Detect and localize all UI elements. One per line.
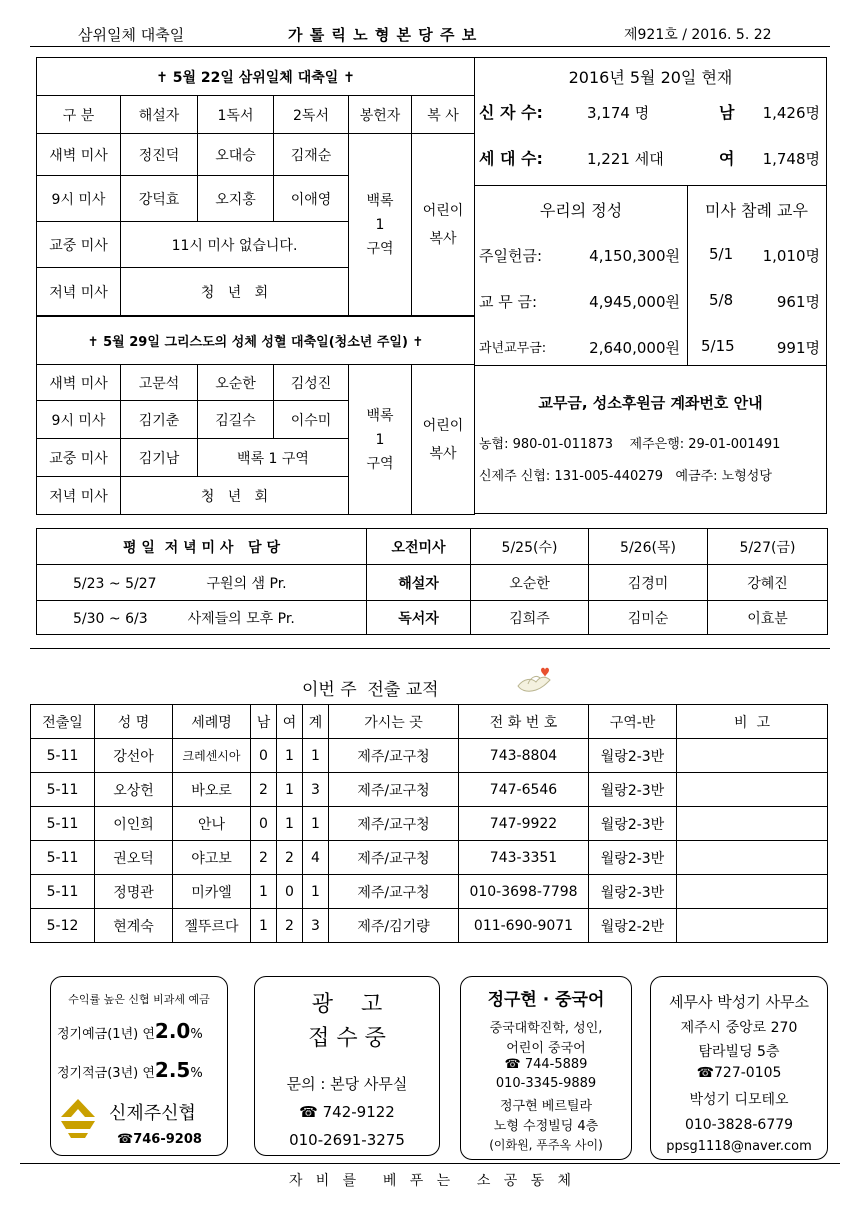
male-label: 남 xyxy=(719,103,735,122)
weekday-dates: 5/23 ~ 5/27 xyxy=(73,575,157,592)
col-header: 남 xyxy=(251,705,277,739)
reader-1: 오순한 xyxy=(198,365,274,401)
transfer-date: 5-11 xyxy=(31,875,95,909)
district: 월랑2-3반 xyxy=(589,807,677,841)
offering-text: 백록 xyxy=(366,407,394,424)
female-count: 2 xyxy=(277,909,303,943)
divider xyxy=(475,365,826,366)
morning-title: 오전미사 xyxy=(367,529,471,565)
female-count: 1 xyxy=(277,739,303,773)
baptismal-name: 크레센시아 xyxy=(173,739,251,773)
total-count: 3 xyxy=(303,773,329,807)
district: 월랑2-2반 xyxy=(589,909,677,943)
attendance-date: 5/1 xyxy=(709,245,734,263)
ad-email: ppsg1118@naver.com xyxy=(666,1139,812,1154)
remark xyxy=(677,773,828,807)
mass-label: 9시 미사 xyxy=(37,401,121,439)
divider xyxy=(475,185,826,186)
rate-value: 2.5 xyxy=(154,1058,191,1082)
server-text: 어린이 xyxy=(422,417,464,434)
remark xyxy=(677,739,828,773)
reader-name: 김미순 xyxy=(589,601,708,635)
server-text: 복사 xyxy=(429,230,457,247)
offering-group xyxy=(349,134,412,316)
attendance-date: 5/8 xyxy=(709,291,734,309)
district: 월랑2-3반 xyxy=(589,841,677,875)
ad-phone: ☎746-9208 xyxy=(117,1132,202,1147)
ad-text: 정구현 베르틸라 xyxy=(499,1099,593,1114)
ad-text: 어린이 중국어 xyxy=(506,1041,586,1056)
reader-label: 독서자 xyxy=(367,601,471,635)
ad-text: 수익률 높은 신협 비과세 예금 xyxy=(68,993,210,1006)
ad-text: 노형 수정빌딩 4층 xyxy=(493,1119,599,1134)
offering-value: 4,150,300원 xyxy=(589,247,680,265)
believers-label: 신 자 수: xyxy=(479,103,543,122)
destination: 제주/교구청 xyxy=(329,875,459,909)
offering-text: 1 xyxy=(375,216,385,233)
col-header: 2독서 xyxy=(274,96,349,134)
merged-cell: 청 년 회 xyxy=(121,268,349,316)
member-name: 권오덕 xyxy=(95,841,173,875)
dove-heart-icon xyxy=(514,664,554,698)
server-text: 복사 xyxy=(429,445,457,462)
baptismal-name: 바오로 xyxy=(173,773,251,807)
col-header: 계 xyxy=(303,705,329,739)
col-header: 구 분 xyxy=(37,96,121,134)
phone-number: 743-8804 xyxy=(459,739,589,773)
day-header: 5/26(목) xyxy=(589,529,708,565)
reader-2: 이애영 xyxy=(274,176,349,222)
male-count: 2 xyxy=(251,773,277,807)
col-header: 가시는 곳 xyxy=(329,705,459,739)
ad-text: 문의 : 본당 사무실 xyxy=(286,1075,408,1093)
commentator: 김기춘 xyxy=(121,401,198,439)
remark xyxy=(677,909,828,943)
stats-date: 2016년 5월 20일 현재 xyxy=(568,68,733,87)
phone-number: 747-6546 xyxy=(459,773,589,807)
attendance-count: 991명 xyxy=(776,339,820,357)
weekday-group: 사제들의 모후 Pr. xyxy=(187,610,295,627)
ad-text: (이화원, 푸주옥 사이) xyxy=(489,1138,603,1152)
table-row xyxy=(31,875,828,909)
percent-sign: % xyxy=(190,1027,203,1042)
weekday-group: 구원의 샘 Pr. xyxy=(206,575,287,592)
commentator-label: 해설자 xyxy=(367,565,471,601)
weekday-row xyxy=(37,565,367,601)
ad-text: 정기적금(3년) 연 xyxy=(57,1066,155,1081)
ad-title: 정구현 · 중국어 xyxy=(487,990,605,1010)
server-group xyxy=(412,134,475,316)
shinhyup-logo-icon xyxy=(55,1095,101,1141)
mass-label: 교중 미사 xyxy=(37,439,121,477)
commentator: 고문석 xyxy=(121,365,198,401)
member-name: 강선아 xyxy=(95,739,173,773)
table-row xyxy=(31,807,828,841)
col-header: 1독서 xyxy=(198,96,274,134)
total-count: 4 xyxy=(303,841,329,875)
ad-tax xyxy=(650,976,828,1160)
mass-label: 교중 미사 xyxy=(37,222,121,268)
commentator-name: 김경미 xyxy=(589,565,708,601)
ad-phone: 010-3828-6779 xyxy=(684,1117,794,1133)
commentator-name: 강혜진 xyxy=(708,565,828,601)
district: 월랑2-3반 xyxy=(589,773,677,807)
mass-label: 저녁 미사 xyxy=(37,268,121,316)
attendance-count: 1,010명 xyxy=(762,247,820,265)
baptismal-name: 젤뚜르다 xyxy=(173,909,251,943)
header-rule xyxy=(30,46,830,47)
mass-label: 새벽 미사 xyxy=(37,134,121,176)
female-count: 1 xyxy=(277,807,303,841)
female-label: 여 xyxy=(719,149,735,168)
merged-cell: 11시 미사 없습니다. xyxy=(121,222,349,268)
offering-value: 2,640,000원 xyxy=(589,339,680,357)
female-value: 1,748명 xyxy=(762,150,820,168)
baptismal-name: 안나 xyxy=(173,807,251,841)
col-header: 구역-반 xyxy=(589,705,677,739)
schedule-1-title: ✝ 5월 22일 삼위일체 대축일 ✝ xyxy=(37,58,475,96)
col-header: 봉헌자 xyxy=(349,96,412,134)
transfer-table xyxy=(30,704,828,943)
ad-phone: ☎ 742-9122 xyxy=(299,1103,395,1121)
male-count: 0 xyxy=(251,807,277,841)
destination: 제주/교구청 xyxy=(329,773,459,807)
server-group xyxy=(412,365,475,515)
merged-cell: 청 년 회 xyxy=(121,477,349,515)
table-row xyxy=(31,773,828,807)
ad-text: 중국대학진학, 성인, xyxy=(489,1021,603,1036)
ad-shinhyup xyxy=(50,976,228,1156)
offering-text: 구역 xyxy=(366,240,394,257)
ad-text: 제주시 중앙로 270 xyxy=(680,1020,798,1036)
reader-1: 오대승 xyxy=(198,134,274,176)
total-count: 1 xyxy=(303,807,329,841)
district: 월랑2-3반 xyxy=(589,875,677,909)
remark xyxy=(677,875,828,909)
transfer-date: 5-11 xyxy=(31,807,95,841)
section-rule xyxy=(30,648,830,649)
issue-number: 제921호 / 2016. 5. 22 xyxy=(624,27,772,43)
offering-label: 교 무 금: xyxy=(479,293,538,311)
ad-title: 광 고 xyxy=(311,992,383,1017)
table-row xyxy=(31,841,828,875)
believers-value: 3,174 명 xyxy=(587,104,650,122)
transfer-date: 5-11 xyxy=(31,739,95,773)
ad-phone: ☎727-0105 xyxy=(696,1065,782,1081)
member-name: 정명관 xyxy=(95,875,173,909)
phone-number: 010-3698-7798 xyxy=(459,875,589,909)
bulletin-title: 가 톨 릭 노 형 본 당 주 보 xyxy=(288,26,478,44)
phone-number: 743-3351 xyxy=(459,841,589,875)
day-header: 5/25(수) xyxy=(471,529,589,565)
col-header: 여 xyxy=(277,705,303,739)
ad-chinese xyxy=(460,976,632,1160)
reader-1: 김길수 xyxy=(198,401,274,439)
rate-value: 2.0 xyxy=(154,1019,191,1043)
commentator: 강덕효 xyxy=(121,176,198,222)
ad-title: 접 수 중 xyxy=(308,1026,386,1051)
phone-number: 011-690-9071 xyxy=(459,909,589,943)
destination: 제주/교구청 xyxy=(329,739,459,773)
stats-panel xyxy=(474,57,827,514)
offering-group xyxy=(349,365,412,515)
offering-value: 4,945,000원 xyxy=(589,293,680,311)
male-count: 1 xyxy=(251,909,277,943)
member-name: 현계숙 xyxy=(95,909,173,943)
ad-wanted xyxy=(254,976,440,1156)
male-count: 2 xyxy=(251,841,277,875)
offering-text: 백록 xyxy=(366,192,394,209)
male-count: 0 xyxy=(251,739,277,773)
male-count: 1 xyxy=(251,875,277,909)
remark xyxy=(677,807,828,841)
day-header: 5/27(금) xyxy=(708,529,828,565)
weekday-dates: 5/30 ~ 6/3 xyxy=(73,610,148,627)
col-header: 비 고 xyxy=(677,705,828,739)
col-header: 전출일 xyxy=(31,705,95,739)
reader-2: 이수미 xyxy=(274,401,349,439)
ad-text: 탐라빌딩 5층 xyxy=(698,1044,780,1060)
commentator: 김기남 xyxy=(121,439,198,477)
accounts-line: 농협: 980-01-011873 제주은행: 29-01-001491 xyxy=(479,437,781,452)
footer-rule xyxy=(20,1163,840,1164)
total-count: 1 xyxy=(303,875,329,909)
offering-text: 1 xyxy=(375,431,385,448)
table-row xyxy=(31,909,828,943)
total-count: 3 xyxy=(303,909,329,943)
schedule-2-title: ✝ 5월 29일 그리스도의 성체 성혈 대축일(청소년 주일) ✝ xyxy=(37,317,475,365)
reader-2: 김재순 xyxy=(274,134,349,176)
female-count: 1 xyxy=(277,773,303,807)
col-header: 성 명 xyxy=(95,705,173,739)
col-header: 세례명 xyxy=(173,705,251,739)
destination: 제주/김기량 xyxy=(329,909,459,943)
attendance-date: 5/15 xyxy=(701,337,735,355)
ad-name: 신제주신협 xyxy=(109,1103,196,1124)
weekday-mass-table xyxy=(36,528,828,635)
baptismal-name: 야고보 xyxy=(173,841,251,875)
reader-1: 오지홍 xyxy=(198,176,274,222)
deposit-rate-line xyxy=(57,1019,203,1043)
commentator: 정진덕 xyxy=(121,134,198,176)
reader-2: 김성진 xyxy=(274,365,349,401)
accounts-title: 교무금, 성소후원금 계좌번호 안내 xyxy=(538,394,763,412)
percent-sign: % xyxy=(190,1066,203,1081)
col-header: 복 사 xyxy=(412,96,475,134)
female-count: 0 xyxy=(277,875,303,909)
ad-text: 박성기 디모테오 xyxy=(689,1092,789,1108)
attendance-title: 미사 참례 교우 xyxy=(705,201,808,220)
savings-rate-line xyxy=(57,1058,203,1082)
households-label: 세 대 수: xyxy=(479,149,543,168)
mass-label: 새벽 미사 xyxy=(37,365,121,401)
mass-label: 9시 미사 xyxy=(37,176,121,222)
schedule-table-2 xyxy=(36,316,475,515)
offering-label: 주일헌금: xyxy=(479,247,543,265)
feast-label: 삼위일체 대축일 xyxy=(78,26,185,44)
ad-phone: ☎ 744-5889 xyxy=(504,1057,588,1072)
reader-name: 이효분 xyxy=(708,601,828,635)
server-text: 어린이 xyxy=(422,202,464,219)
baptismal-name: 미카엘 xyxy=(173,875,251,909)
offering-label: 과년교무금: xyxy=(479,341,547,356)
member-name: 이인희 xyxy=(95,807,173,841)
transfer-date: 5-12 xyxy=(31,909,95,943)
female-count: 2 xyxy=(277,841,303,875)
commentator-name: 오순한 xyxy=(471,565,589,601)
total-count: 1 xyxy=(303,739,329,773)
col-header: 해설자 xyxy=(121,96,198,134)
ad-title: 세무사 박성기 사무소 xyxy=(669,993,809,1011)
schedule-table-1 xyxy=(36,57,475,316)
destination: 제주/교구청 xyxy=(329,807,459,841)
transfer-title: 이번 주 전출 교적 xyxy=(302,680,439,700)
member-name: 오상헌 xyxy=(95,773,173,807)
destination: 제주/교구청 xyxy=(329,841,459,875)
ad-phone: 010-2691-3275 xyxy=(289,1131,405,1149)
ad-text: 정기예금(1년) 연 xyxy=(57,1027,155,1042)
weekday-row xyxy=(37,601,367,635)
offering-title: 우리의 정성 xyxy=(539,201,623,220)
merged-cell: 백록 1 구역 xyxy=(198,439,349,477)
weekday-title: 평 일 저 녁 미 사 담 당 xyxy=(37,529,367,565)
col-header: 전 화 번 호 xyxy=(459,705,589,739)
footer-motto: 자 비 를 베 푸 는 소 공 동 체 xyxy=(288,1173,572,1189)
offering-text: 구역 xyxy=(366,455,394,472)
male-value: 1,426명 xyxy=(762,104,820,122)
district: 월랑2-3반 xyxy=(589,739,677,773)
ad-phone: 010-3345-9889 xyxy=(495,1076,597,1091)
accounts-line: 신제주 신협: 131-005-440279 예금주: 노형성당 xyxy=(479,469,772,484)
reader-name: 김희주 xyxy=(471,601,589,635)
transfer-date: 5-11 xyxy=(31,841,95,875)
transfer-date: 5-11 xyxy=(31,773,95,807)
mass-label: 저녁 미사 xyxy=(37,477,121,515)
remark xyxy=(677,841,828,875)
phone-number: 747-9922 xyxy=(459,807,589,841)
attendance-count: 961명 xyxy=(776,293,820,311)
table-header-row xyxy=(31,705,828,739)
table-row xyxy=(31,739,828,773)
households-value: 1,221 세대 xyxy=(587,150,664,168)
